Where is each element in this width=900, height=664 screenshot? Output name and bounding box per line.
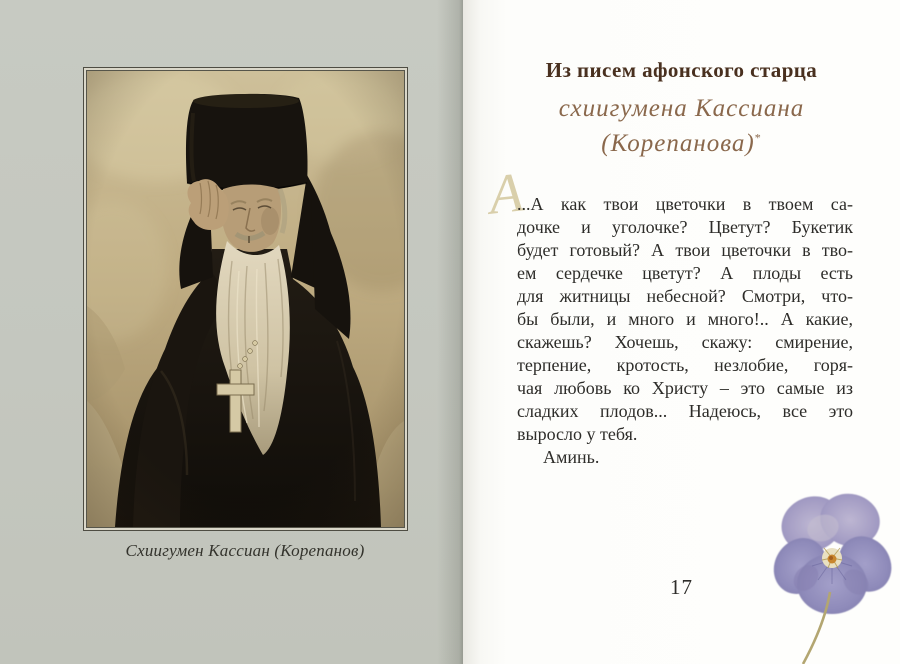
body-line: бы были, и много и много!.. А какие,: [517, 309, 853, 329]
body-line: сладких плодов... Надеюсь, все это: [517, 401, 853, 421]
body-line: терпение, кротость, незлобие, горя-: [517, 355, 853, 375]
footnote-asterisk: *: [754, 130, 762, 145]
gutter-shadow: [437, 0, 463, 664]
closing-word: Аминь.: [543, 447, 600, 467]
body-line: дочке и уголочке? Цветут? Букетик: [517, 217, 853, 237]
author-script-line-1: схиигумена Кассиана: [558, 95, 805, 122]
body-line: выросло у тебя.: [517, 424, 638, 444]
pressed-flower-image: [760, 478, 900, 664]
page-number: 17: [670, 575, 693, 599]
photo-inner-border: [86, 70, 405, 528]
body-line: будет готовый? А твои цветочки в тво-: [517, 240, 853, 260]
body-line: чая любовь ко Христу – это самые из: [517, 378, 853, 398]
photo-caption: Схиигумен Кассиан (Корепанов): [125, 541, 365, 560]
author-script-line-2: [463, 130, 900, 158]
monk-portrait-photo: [87, 71, 404, 527]
right-page: [463, 0, 900, 664]
body-line: для житницы небесной? Смотри, что-: [517, 286, 853, 306]
letter-body: [517, 193, 853, 446]
drop-cap-initial: А: [485, 161, 527, 227]
body-line: ем сердечке цветут? А плоды есть: [517, 263, 853, 283]
chapter-heading: Из писем афонского старца: [545, 58, 818, 82]
photo-frame: [83, 67, 408, 531]
body-line: ...А как твои цветочки в твоем са-: [517, 194, 853, 214]
body-line: скажешь? Хочешь, скажу: смирение,: [517, 332, 853, 352]
author-script-line-2-text: (Корепанова): [601, 130, 755, 157]
